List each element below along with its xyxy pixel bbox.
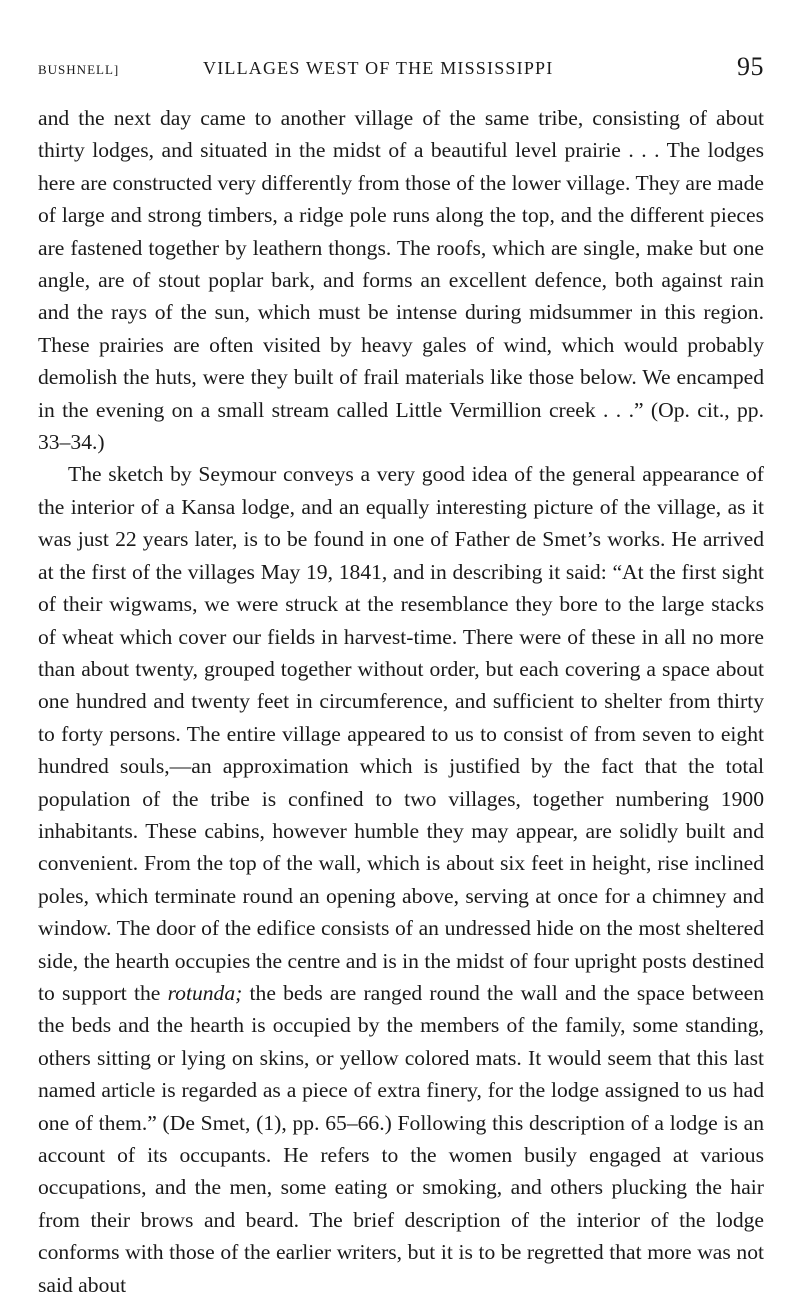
- running-head: [38, 50, 764, 84]
- body-text: [38, 102, 764, 1301]
- paragraph-2: [38, 458, 764, 1301]
- paragraph-2-italic-word: rotunda;: [167, 980, 243, 1005]
- running-head-author: BUSHNELL]: [38, 62, 120, 77]
- paragraph-1: and the next day came to another village of the same tribe, consisting of about thirty lodges, and situated in the midst of a beautiful level prairie . . . The lodges here are constructed very differently from those of the lower village. They are made of large and strong timbers, a ridge pole runs along the top, and the different pieces are fastened together by leathern thongs. The roofs, which are single, make but one angle, are of stout poplar bark, and forms an excellent defence, both against rain and the rays of the sun, which must be intense during midsummer in this region. These prairies are often visited by heavy gales of wind, which would probably demolish the huts, were they built of frail materials like those below. We encamped in the evening on a small stream called Little Vermillion creek . . .” (Op. cit., pp. 33–34.): [38, 106, 764, 455]
- paragraph-2-part-1: The sketch by Seymour conveys a very good idea of the general appearance of the interior of a Kansa lodge, and an equally interesting picture of the village, as it was just 22 years later, is to be found in one of Father de Smet’s works. He arrived at the first of the villages May 19, 1841, and in describing it said: “At the first sight of their wigwams, we were struck at the resemblance they bore to the large stacks of wheat which cover our fields in harvest-time. There were of these in all no more than about twenty, grouped together without order, but each covering a space about one hundred and twenty feet in circumference, and sufficient to shelter from thirty to forty persons. The entire village appeared to us to consist of from seven to eight hundred souls,—an approximation which is justified by the fact that the total population of the tribe is confined to two villages, together numbering 1900 inhabitants. These cabins, however humble they may appear, are solidly built and convenient. From the top of the wall, which is about six feet in height, rise inclined poles, which terminate round an opening above, serving at once for a chimney and window. The door of the edifice consists of an undressed hide on the most sheltered side, the hearth occupies the centre and is in the midst of four upright posts destined to support the: [38, 462, 764, 1005]
- running-head-title: VILLAGES WEST OF THE MISSISSIPPI: [203, 58, 554, 78]
- page-number: 95: [737, 52, 764, 81]
- book-page: [38, 50, 764, 1301]
- paragraph-2-part-2: the beds are ranged round the wall and the space between the beds and the hearth is occupied by the members of the family, some standing, others sitting or lying on skins, or yellow colored mats. It would seem that this last named article is regarded as a piece of extra finery, for the lodge assigned to us had one of them.” (De Smet, (1), pp. 65–66.) Following this description of a lodge is an account of its occupants. He refers to the women busily engaged at various occupations, and the men, some eating or smoking, and others plucking the hair from their brows and beard. The brief description of the interior of the lodge conforms with those of the earlier writers, but it is to be regretted that more was not said about: [38, 980, 764, 1297]
